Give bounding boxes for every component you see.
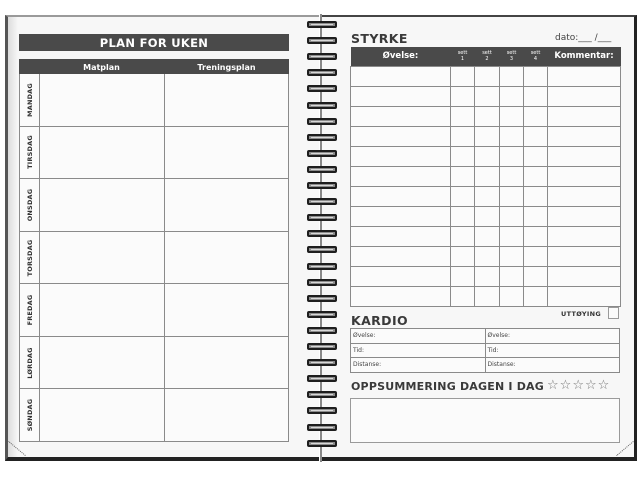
comment-cell[interactable]: [548, 86, 621, 106]
meal-plan-cell[interactable]: [40, 74, 165, 126]
strength-title: STYRKE: [351, 31, 408, 46]
strength-table-row: [351, 106, 621, 126]
day-label: SØNDAG: [25, 398, 34, 432]
spiral-ring-icon: [307, 69, 337, 76]
set-1-cell[interactable]: [451, 106, 475, 126]
set-1-cell[interactable]: [451, 246, 475, 266]
set-2-cell[interactable]: [475, 226, 500, 246]
exercise-cell[interactable]: [351, 286, 451, 306]
set-4-cell[interactable]: [524, 246, 548, 266]
spiral-ring-icon: [307, 407, 337, 414]
set-4-cell[interactable]: [524, 286, 548, 306]
spiral-ring-icon: [307, 343, 337, 350]
set-1-cell[interactable]: [451, 166, 475, 186]
weekly-plan-grid: [19, 74, 289, 442]
strength-table-row: [351, 246, 621, 266]
set-1-cell[interactable]: [451, 126, 475, 146]
comment-cell[interactable]: [548, 166, 621, 186]
set-2-cell[interactable]: [475, 86, 500, 106]
strength-table-row: [351, 226, 621, 246]
spiral-ring-icon: [307, 424, 337, 431]
training-plan-cell[interactable]: [165, 232, 289, 284]
set-4-cell[interactable]: [524, 86, 548, 106]
exercise-cell[interactable]: [351, 246, 451, 266]
summary-title: OPPSUMMERING DAGEN I DAG: [351, 380, 544, 393]
strength-table-row: [351, 186, 621, 206]
set-2-cell[interactable]: [475, 126, 500, 146]
star-icon[interactable]: ☆: [559, 378, 572, 393]
set-4-cell[interactable]: [524, 146, 548, 166]
plan-column-header: [19, 59, 289, 75]
exercise-cell[interactable]: [351, 206, 451, 226]
strength-table-row: [351, 206, 621, 226]
stretch-label: UTTØYING: [561, 310, 602, 318]
training-plan-cell[interactable]: [165, 284, 289, 336]
spiral-ring-icon: [307, 198, 337, 205]
star-icon[interactable]: ☆: [597, 378, 610, 393]
comment-cell[interactable]: [548, 246, 621, 266]
set-2-cell[interactable]: [475, 266, 500, 286]
strength-table-row: [351, 146, 621, 166]
strength-table-header: [351, 47, 621, 66]
set-3-cell[interactable]: [500, 286, 524, 306]
training-plan-cell[interactable]: [165, 389, 289, 441]
summary-notes-box[interactable]: [350, 398, 620, 443]
comment-cell[interactable]: [548, 66, 621, 86]
set-4-cell[interactable]: [524, 126, 548, 146]
column-matplan: Matplan: [83, 62, 120, 72]
spiral-ring-icon: [307, 279, 337, 286]
strength-table-row: [351, 66, 621, 86]
strength-table-row: [351, 166, 621, 186]
cardio-distance-field-1[interactable]: Distanse:: [351, 358, 486, 373]
day-label: ONSDAG: [25, 188, 34, 222]
set-2-cell[interactable]: [475, 106, 500, 126]
set-1-cell[interactable]: [451, 206, 475, 226]
day-label: TORSDAG: [25, 239, 34, 276]
spiral-ring-icon: [307, 37, 337, 44]
set-4-cell[interactable]: [524, 266, 548, 286]
meal-plan-cell[interactable]: [40, 179, 165, 231]
spiral-ring-icon: [307, 375, 337, 382]
set-3-cell[interactable]: [500, 186, 524, 206]
strength-table: [350, 47, 621, 307]
comment-cell[interactable]: [548, 126, 621, 146]
spiral-ring-icon: [307, 166, 337, 173]
spiral-ring-icon: [307, 327, 337, 334]
set-3-cell[interactable]: [500, 166, 524, 186]
set-3-cell[interactable]: [500, 206, 524, 226]
spiral-ring-icon: [307, 134, 337, 141]
comment-cell[interactable]: [548, 106, 621, 126]
spiral-ring-icon: [307, 246, 337, 253]
strength-table-body: [351, 66, 621, 306]
set-2-cell[interactable]: [475, 206, 500, 226]
set-3-cell[interactable]: [500, 126, 524, 146]
meal-plan-cell[interactable]: [40, 232, 165, 284]
set-3-cell[interactable]: [500, 226, 524, 246]
day-label: LØRDAG: [25, 346, 34, 379]
header-set-1: sett 1: [457, 50, 468, 63]
set-1-cell[interactable]: [451, 226, 475, 246]
exercise-cell[interactable]: [351, 86, 451, 106]
set-1-cell[interactable]: [451, 186, 475, 206]
strength-table-row: [351, 286, 621, 306]
day-row-onsdag: [20, 178, 288, 231]
set-1-cell[interactable]: [451, 66, 475, 86]
cardio-row-time: [351, 343, 620, 358]
set-4-cell[interactable]: [524, 206, 548, 226]
day-row-mandag: [20, 74, 288, 126]
strength-table-row: [351, 266, 621, 286]
spiral-ring-icon: [307, 295, 337, 302]
day-row-torsdag: [20, 231, 288, 284]
cardio-table: [350, 328, 620, 373]
cardio-distance-field-2[interactable]: Distanse:: [485, 358, 620, 373]
stretch-checkbox[interactable]: [608, 307, 619, 319]
set-1-cell[interactable]: [451, 286, 475, 306]
set-3-cell[interactable]: [500, 246, 524, 266]
meal-plan-cell[interactable]: [40, 389, 165, 441]
spiral-ring-icon: [307, 440, 337, 447]
spiral-ring-icon: [307, 182, 337, 189]
spiral-ring-icon: [307, 53, 337, 60]
cardio-exercise-field-1[interactable]: Øvelse:: [351, 329, 486, 344]
comment-cell[interactable]: [548, 206, 621, 226]
set-1-cell[interactable]: [451, 146, 475, 166]
day-row-fredag: [20, 283, 288, 336]
header-set-4: sett 4: [530, 50, 541, 63]
cardio-exercise-field-2[interactable]: Øvelse:: [485, 329, 620, 344]
exercise-cell[interactable]: [351, 266, 451, 286]
plan-title: PLAN FOR UKEN: [19, 34, 289, 51]
comment-cell[interactable]: [548, 286, 621, 306]
comment-cell[interactable]: [548, 186, 621, 206]
exercise-cell[interactable]: [351, 126, 451, 146]
spiral-ring-icon: [307, 391, 337, 398]
meal-plan-cell[interactable]: [40, 284, 165, 336]
cardio-row-distance: [351, 358, 620, 373]
comment-cell[interactable]: [548, 146, 621, 166]
star-rating: [547, 378, 609, 394]
exercise-cell[interactable]: [351, 166, 451, 186]
set-2-cell[interactable]: [475, 166, 500, 186]
set-2-cell[interactable]: [475, 66, 500, 86]
spiral-ring-icon: [307, 150, 337, 157]
training-plan-cell[interactable]: [165, 337, 289, 389]
spiral-ring-icon: [307, 214, 337, 221]
set-3-cell[interactable]: [500, 86, 524, 106]
exercise-cell[interactable]: [351, 106, 451, 126]
spiral-ring-icon: [307, 21, 337, 28]
set-1-cell[interactable]: [451, 266, 475, 286]
exercise-cell[interactable]: [351, 66, 451, 86]
set-1-cell[interactable]: [451, 86, 475, 106]
day-row-tirsdag: [20, 126, 288, 179]
day-label: TIRSDAG: [25, 135, 34, 170]
header-set-2: sett 2: [482, 50, 492, 63]
set-2-cell[interactable]: [475, 186, 500, 206]
cardio-title: KARDIO: [351, 313, 409, 328]
set-4-cell[interactable]: [524, 186, 548, 206]
meal-plan-cell[interactable]: [40, 337, 165, 389]
exercise-cell[interactable]: [351, 226, 451, 246]
set-3-cell[interactable]: [500, 146, 524, 166]
training-plan-cell[interactable]: [165, 127, 289, 179]
spiral-ring-icon: [307, 311, 337, 318]
day-row-sondag: [20, 388, 288, 441]
training-plan-cell[interactable]: [165, 179, 289, 231]
meal-plan-cell[interactable]: [40, 127, 165, 179]
star-icon[interactable]: ☆: [547, 378, 559, 393]
spiral-ring-icon: [307, 230, 337, 237]
strength-table-row: [351, 126, 621, 146]
day-label: MANDAG: [25, 82, 34, 117]
strength-table-row: [351, 86, 621, 106]
column-treningsplan: Treningsplan: [197, 62, 256, 72]
set-4-cell[interactable]: [524, 166, 548, 186]
spiral-ring-icon: [307, 102, 337, 109]
spiral-ring-icon: [307, 85, 337, 92]
header-exercise: Øvelse:: [382, 51, 419, 62]
header-set-3: sett 3: [506, 50, 517, 63]
training-plan-cell[interactable]: [165, 74, 289, 126]
comment-cell[interactable]: [548, 226, 621, 246]
spiral-ring-icon: [307, 263, 337, 270]
set-4-cell[interactable]: [524, 106, 548, 126]
day-row-lordag: [20, 336, 288, 389]
spiral-ring-icon: [307, 118, 337, 125]
set-3-cell[interactable]: [500, 266, 524, 286]
set-4-cell[interactable]: [524, 226, 548, 246]
star-icon[interactable]: ☆: [572, 378, 584, 393]
set-3-cell[interactable]: [500, 106, 524, 126]
set-3-cell[interactable]: [500, 66, 524, 86]
cardio-time-field-1[interactable]: Tid:: [351, 343, 486, 358]
comment-cell[interactable]: [548, 266, 621, 286]
star-icon[interactable]: ☆: [584, 378, 597, 393]
spiral-ring-icon: [307, 359, 337, 366]
exercise-cell[interactable]: [351, 186, 451, 206]
exercise-cell[interactable]: [351, 146, 451, 166]
set-4-cell[interactable]: [524, 66, 548, 86]
date-field[interactable]: dato:___ /___: [555, 33, 612, 43]
set-2-cell[interactable]: [475, 246, 500, 266]
cardio-time-field-2[interactable]: Tid:: [485, 343, 620, 358]
cardio-row-exercise: [351, 329, 620, 344]
set-2-cell[interactable]: [475, 146, 500, 166]
day-label: FREDAG: [25, 294, 34, 326]
day-column-spacer: [19, 59, 39, 75]
set-2-cell[interactable]: [475, 286, 500, 306]
header-comment: Kommentar:: [554, 51, 614, 62]
